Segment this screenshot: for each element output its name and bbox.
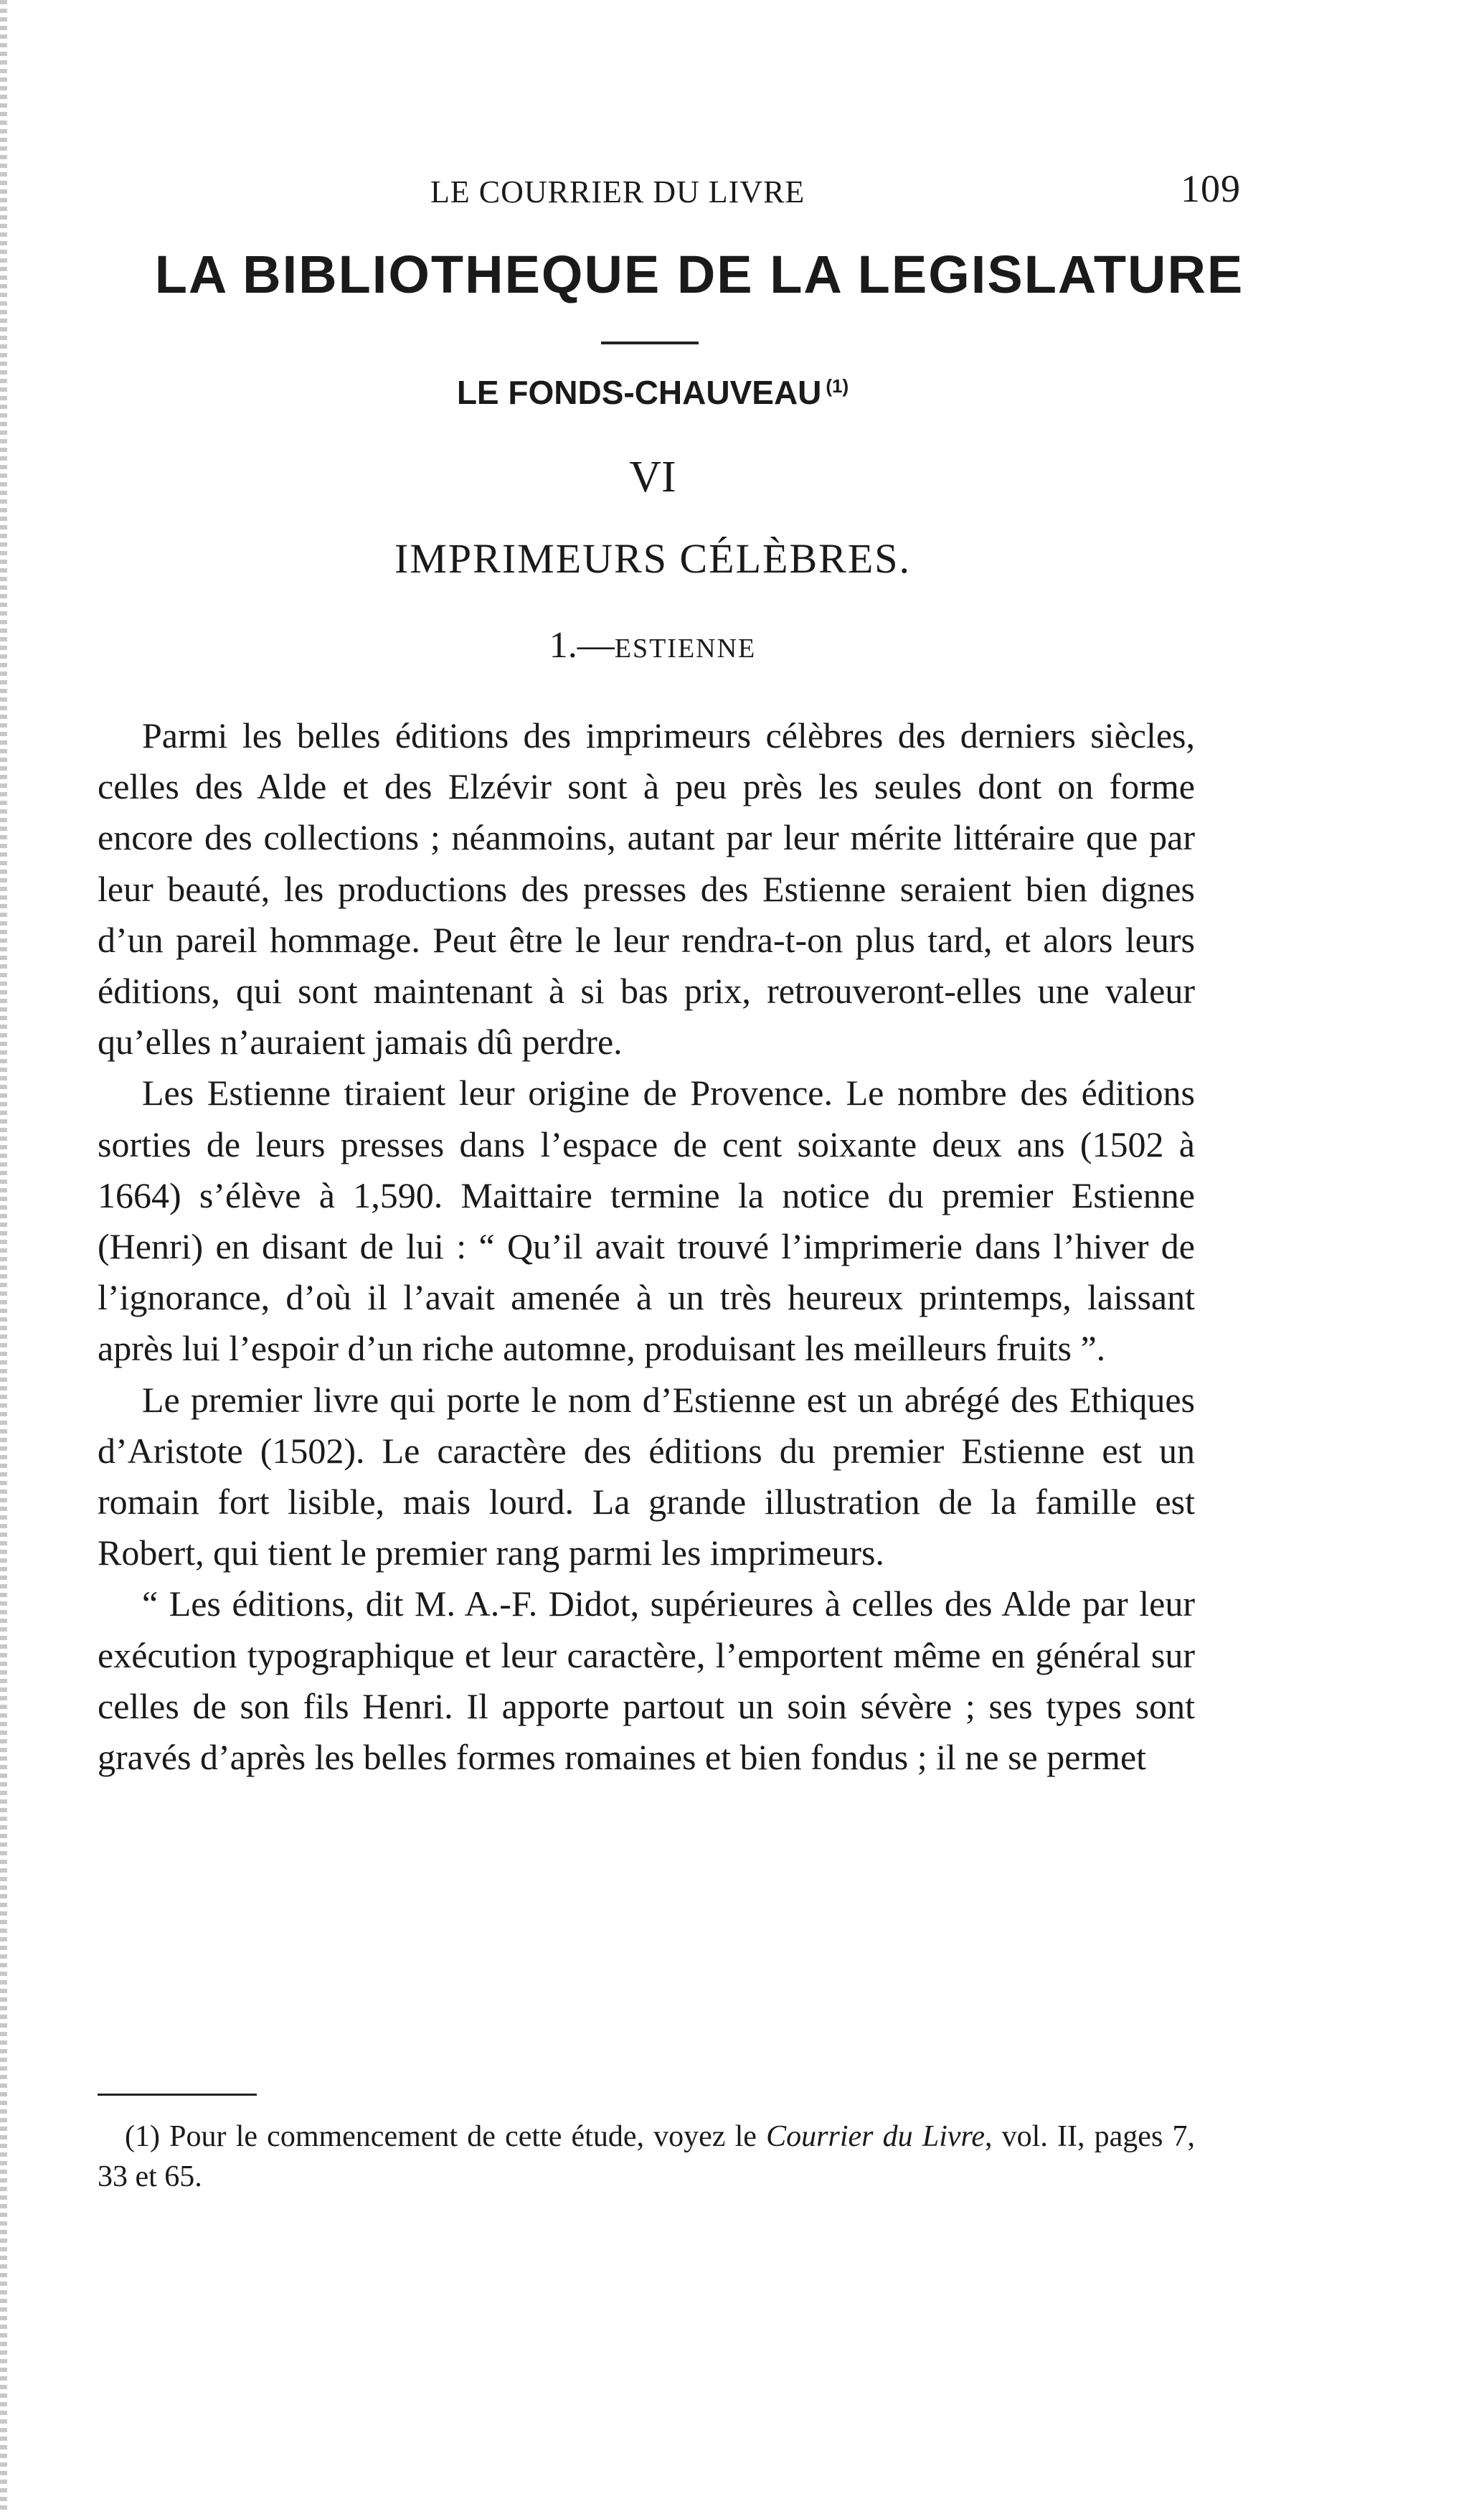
scan-binding-edge [0,0,7,2514]
title-divider [601,342,699,344]
paragraph: Les Estienne tiraient leur origine de Provence. Le nombre des éditions sorties de leurs presses dans l’espace de cent soixante deux ans (1502 à 1664) s’élève à 1,590. Maittaire termine la notice du premier Estienne (Henri) en disant de lui : “ Qu’il avait trouvé l’imprimerie dans l’hiver de l’ignorance, d’où il l’avait amenée à un très heureux printemps, laissant après lui l’espoir d’un riche automne, produisant les meilleurs fruits ”. [98,1073,1195,1369]
chapter-number: VI [629,453,676,502]
article-subtitle [359,373,947,412]
paragraph: Parmi les belles éditions des imprimeurs célèbres des derniers siècles, celles des Alde et des Elzévir sont à peu près les seules dont on forme encore des collections ; néanmoins, autant par leur mérite littéraire que par leur beauté, les productions des presses des Estienne seraient bien dignes d’un pareil hommage. Peut être le leur rendra-t-on plus tard, et alors leurs éditions, qui sont maintenant à si bas prix, retrouveront-elles une valeur qu’elles n’auraient jamais dû perdre. [98,715,1195,1063]
footnote-divider [98,2094,257,2096]
footnote-journal-title: Courrier du Livre [766,2120,985,2153]
body-text [98,710,1195,1783]
section-heading [402,624,904,667]
section-number: 1.— [549,625,615,666]
running-head [430,166,1270,217]
footnote-text [98,2117,1195,2197]
running-head-title: LE COURRIER DU LIVRE [430,174,805,210]
subtitle-text: LE FONDS-CHAUVEAU [456,374,822,411]
footnote-lead: (1) Pour le commencement de cette étude, voyez le [125,2120,767,2153]
footnote-tail: , vol. II, pages 7, 33 et 65. [98,2120,1195,2193]
paragraph: “ Les éditions, dit M. A.-F. Didot, supérieures à celles des Alde par leur exécution typographique et leur caractère, l’emportent même en général sur celles de son fils Henri. Il apporte partout un soin sévère ; ses types sont gravés d’après les belles formes romaines et bien fondus ; il ne se permet [98,1583,1195,1778]
paragraph: Le premier livre qui porte le nom d’Estienne est un abrégé des Ethiques d’Aristote (1502). Le caractère des éditions du premier Estienne est un romain fort lisible, mais lourd. La grande illustration de la famille est Robert, qui tient le premier rang parmi les imprimeurs. [98,1379,1195,1573]
article-title: LA BIBLIOTHEQUE DE LA LEGISLATURE [154,245,1244,304]
page-number: 109 [1181,167,1241,210]
footnote [98,2117,1195,2197]
footnote-marker: (1) [826,375,849,397]
section-name: ESTIENNE [614,634,757,664]
chapter-title: IMPRIMEURS CÉLÈBRES. [394,535,911,582]
